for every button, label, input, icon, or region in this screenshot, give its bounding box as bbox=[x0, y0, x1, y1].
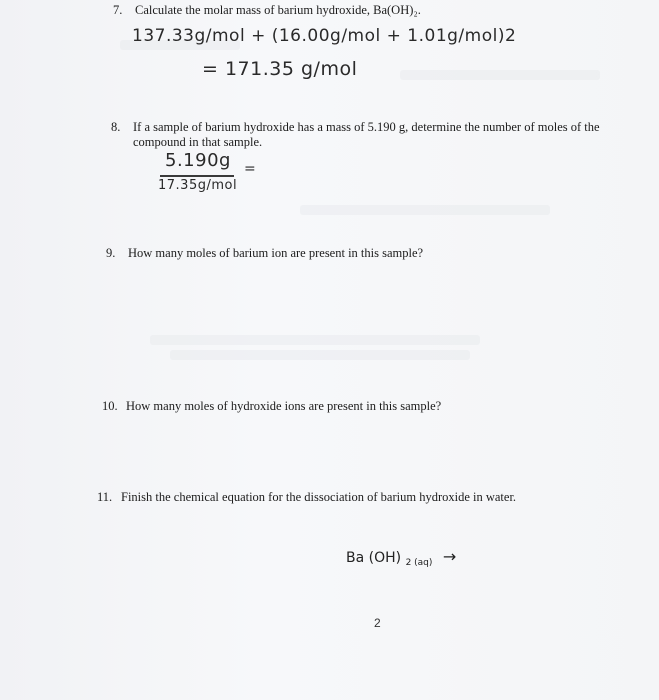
bleed-through bbox=[400, 70, 600, 80]
question-text: How many moles of barium ion are present in this sample? bbox=[128, 246, 424, 260]
handwritten-molar-mass-sum: 137.33g/mol + (16.00g/mol + 1.01g/mol)2 bbox=[132, 26, 517, 46]
question-11 bbox=[97, 490, 516, 505]
question-text: How many moles of hydroxide ions are present in this sample? bbox=[126, 399, 442, 413]
equation-reactant: Ba (OH) bbox=[346, 550, 402, 566]
bleed-through bbox=[300, 205, 550, 215]
question-number: 11. bbox=[97, 490, 113, 504]
handwritten-equals-sign: = bbox=[244, 161, 257, 177]
question-10 bbox=[102, 399, 441, 414]
equation-subscript: 2 (aq) bbox=[405, 558, 433, 568]
question-9 bbox=[106, 246, 423, 261]
question-number: 10. bbox=[102, 399, 118, 413]
question-text: Calculate the molar mass of barium hydroxide, Ba(OH)₂. bbox=[135, 3, 421, 17]
question-number: 7. bbox=[113, 3, 123, 17]
dissociation-equation bbox=[346, 547, 456, 568]
page-number: 2 bbox=[374, 616, 381, 630]
reaction-arrow-icon: → bbox=[442, 547, 457, 566]
question-text-line2: compound in that sample. bbox=[133, 135, 263, 149]
question-number: 9. bbox=[106, 246, 116, 260]
handwritten-fraction-numerator: 5.190g bbox=[165, 150, 231, 171]
handwritten-fraction-denominator: 17.35g/mol bbox=[158, 178, 238, 193]
bleed-through bbox=[170, 350, 470, 360]
question-number: 8. bbox=[111, 120, 121, 134]
question-text: Finish the chemical equation for the dissociation of barium hydroxide in water. bbox=[121, 490, 517, 504]
question-text-line1: If a sample of barium hydroxide has a mass of 5.190 g, determine the number of moles of the bbox=[133, 120, 600, 134]
question-8 bbox=[111, 120, 600, 150]
handwritten-molar-mass-result: = 171.35 g/mol bbox=[202, 58, 358, 80]
bleed-through bbox=[150, 335, 480, 345]
fraction-bar bbox=[160, 175, 234, 177]
question-7 bbox=[113, 3, 421, 18]
